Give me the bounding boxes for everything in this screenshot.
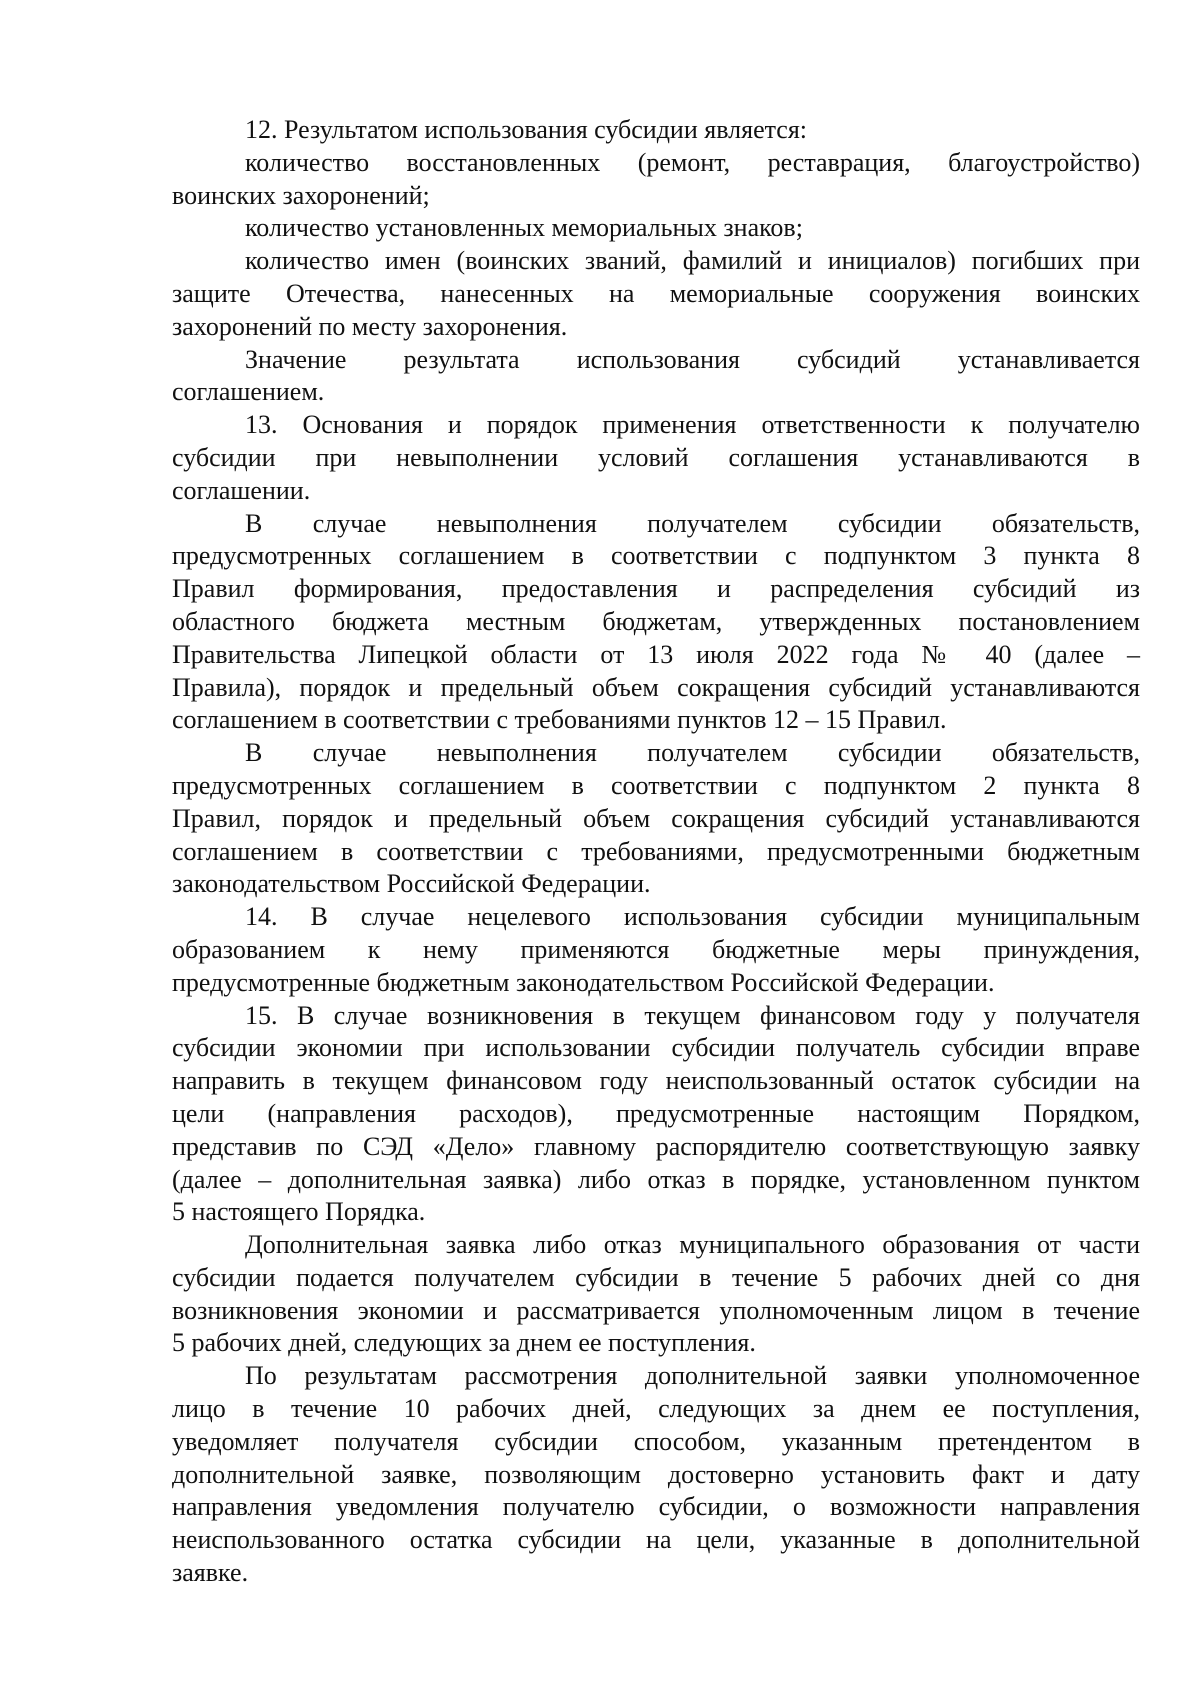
text-line: количество установленных мемориальных знаков; [245, 213, 803, 243]
text-line: 14. В случае нецелевого использования субсидии муниципальным [245, 902, 1140, 932]
text-line: соглашением в соответствии с требованиями пунктов 12 – 15 Правил. [172, 705, 947, 735]
text-line: По результатам рассмотрения дополнительной заявки уполномоченное [245, 1361, 1140, 1391]
document-body [172, 114, 1140, 1590]
text-line: соглашением в соответствии с требованиями, предусмотренными бюджетным [172, 836, 1140, 866]
paragraph-result-value [172, 344, 1140, 410]
text-line: захоронений по месту захоронения. [172, 311, 568, 341]
text-line: областного бюджета местным бюджетам, утвержденных постановлением [172, 606, 1140, 636]
text-line: уведомляет получателя субсидии способом, указанным претендентом в [172, 1426, 1140, 1456]
text-line: 5 рабочих дней, следующих за днем ее поступления. [172, 1328, 756, 1358]
text-line: количество восстановленных (ремонт, реставрация, благоустройство) [245, 147, 1140, 177]
paragraph-obligations-subpoint-3 [172, 508, 1140, 738]
text-line: 12. Результатом использования субсидии является: [245, 115, 808, 144]
text-line: субсидии при невыполнении условий соглашения устанавливаются в [172, 442, 1140, 472]
text-line: возникновения экономии и рассматривается уполномоченным лицом в течение [172, 1295, 1140, 1325]
text-line: защите Отечества, нанесенных на мемориальные сооружения воинских [172, 278, 1140, 308]
text-line: Правил формирования, предоставления и распределения субсидий из [172, 574, 1140, 604]
text-line: соглашении. [172, 475, 311, 505]
text-line: В случае невыполнения получателем субсидии обязательств, [245, 738, 1140, 768]
text-line: образованием к нему применяются бюджетные меры принуждения, [172, 934, 1140, 964]
paragraph-memorial-signs [172, 212, 1140, 245]
text-line: 13. Основания и порядок применения ответственности к получателю [245, 410, 1140, 440]
text-line: (далее – дополнительная заявка) либо отказ в порядке, установленном пунктом [172, 1164, 1140, 1194]
paragraph-restored-burials [172, 147, 1140, 213]
paragraph-obligations-subpoint-2 [172, 737, 1140, 901]
paragraph-15-savings [172, 1000, 1140, 1230]
paragraph-additional-request [172, 1229, 1140, 1360]
text-line: воинских захоронений; [172, 180, 430, 210]
text-line: цели (направления расходов), предусмотренные настоящим Порядком, [172, 1098, 1140, 1128]
text-line: соглашением. [172, 377, 325, 407]
paragraph-13-responsibility [172, 409, 1140, 507]
text-line: Правительства Липецкой области от 13 июля 2022 года № 40 (далее – [172, 639, 1140, 669]
text-line: направить в текущем финансовом году неиспользованный остаток субсидии на [172, 1066, 1140, 1096]
paragraph-review-results [172, 1360, 1140, 1590]
text-line: предусмотренные бюджетным законодательством Российской Федерации. [172, 967, 995, 997]
text-line: Правила), порядок и предельный объем сокращения субсидий устанавливаются [172, 672, 1140, 702]
text-line: неиспользованного остатка субсидии на цели, указанные в дополнительной [172, 1525, 1140, 1555]
text-line: лицо в течение 10 рабочих дней, следующих за днем ее поступления, [172, 1394, 1140, 1424]
text-line: заявке. [172, 1558, 249, 1588]
text-line: Дополнительная заявка либо отказ муниципального образования от части [245, 1230, 1140, 1260]
text-line: В случае невыполнения получателем субсидии обязательств, [245, 508, 1140, 538]
text-line: предусмотренных соглашением в соответствии с подпунктом 2 пункта 8 [172, 770, 1140, 800]
text-line: субсидии подается получателем субсидии в течение 5 рабочих дней со дня [172, 1262, 1140, 1292]
paragraph-names-count [172, 245, 1140, 343]
text-line: представив по СЭД «Дело» главному распорядителю соответствующую заявку [172, 1131, 1140, 1161]
text-line: законодательством Российской Федерации. [172, 869, 651, 899]
text-line: количество имен (воинских званий, фамилий и инициалов) погибших при [245, 246, 1140, 276]
text-line: Правил, порядок и предельный объем сокращения субсидий устанавливаются [172, 803, 1140, 833]
text-line: направления уведомления получателю субсидии, о возможности направления [172, 1492, 1140, 1522]
text-line: субсидии экономии при использовании субсидии получатель субсидии вправе [172, 1033, 1140, 1063]
text-line: дополнительной заявке, позволяющим достоверно установить факт и дату [172, 1459, 1140, 1489]
paragraph-14-misuse [172, 901, 1140, 999]
text-line: 5 настоящего Порядка. [172, 1197, 426, 1227]
text-line: 15. В случае возникновения в текущем финансовом году у получателя [245, 1000, 1140, 1030]
paragraph-12-result [172, 114, 1140, 147]
text-line: предусмотренных соглашением в соответствии с подпунктом 3 пункта 8 [172, 541, 1140, 571]
text-line: Значение результата использования субсидий устанавливается [245, 344, 1140, 374]
